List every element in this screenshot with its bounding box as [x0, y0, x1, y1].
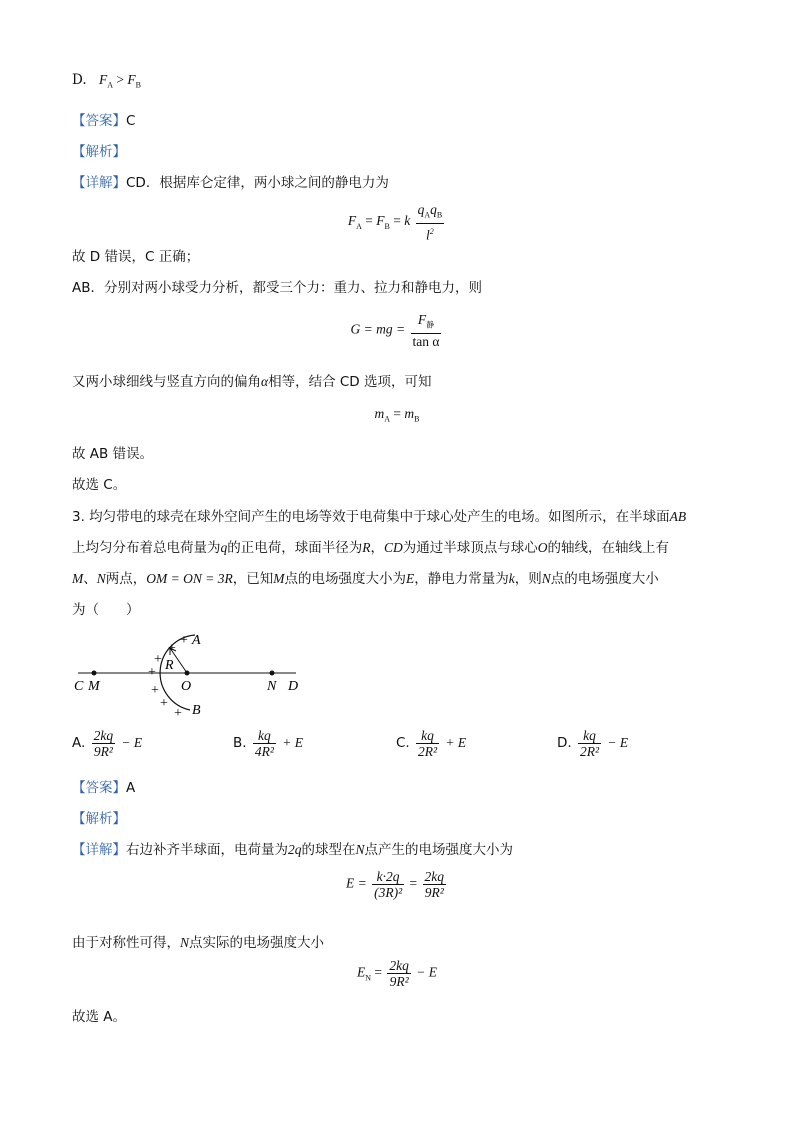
math-sub: A	[384, 414, 391, 424]
fraction	[387, 958, 411, 989]
math-symbol: k	[508, 571, 515, 586]
q3-final: 故选 A。	[72, 1009, 127, 1025]
answer-tag: 【答案】	[72, 113, 126, 129]
math-symbol: l	[425, 227, 430, 243]
frac-num: 2kq	[93, 728, 114, 743]
frac-den: 9R²	[92, 743, 116, 759]
math-symbol: M	[273, 571, 285, 586]
frac-den: 4R²	[254, 744, 274, 759]
frac-num: kq	[421, 728, 434, 743]
text: 由于对称性可得，	[72, 935, 180, 951]
frac-num: 2kq	[424, 869, 445, 884]
formula-coulomb: $F_A = F_B = k$ $\frac{q_Aq_B}{l^2}$	[347, 202, 443, 243]
q3-detail	[72, 838, 513, 858]
plus-3: +	[154, 652, 162, 667]
text: 点实际的电场强度大小	[189, 935, 325, 951]
q2-angle-text	[72, 370, 432, 390]
math-expr: G = mg =	[350, 321, 406, 337]
math-symbol: α	[261, 374, 269, 389]
q2-analysis-tag: 【解析】	[72, 144, 126, 160]
plus-1: +	[180, 633, 188, 648]
plus-2: +	[168, 641, 176, 656]
text: 的球型在	[301, 842, 356, 858]
math-symbol: N	[96, 571, 106, 586]
label-a: A	[192, 633, 201, 648]
option-b[interactable]	[233, 728, 303, 759]
frac-num: kq	[583, 728, 596, 743]
point-m	[92, 671, 97, 676]
math-symbol: F	[417, 312, 427, 327]
q3-stem-line-4: 为（ ）	[72, 602, 140, 618]
math-symbol: O	[537, 540, 548, 555]
frac-den: 2R²	[579, 744, 600, 759]
math-symbol: M	[72, 571, 84, 586]
q2-ab-text: AB．分别对两小球受力分析，都受三个力：重力、拉力和静电力，则	[72, 280, 482, 296]
point-n	[270, 671, 275, 676]
fraction	[416, 728, 439, 759]
math-symbol: N	[355, 842, 365, 857]
option-tail: + E	[282, 735, 303, 750]
option-tail: − E	[607, 735, 629, 750]
plus-7: +	[174, 706, 182, 720]
text: 点产生的电场强度大小为	[364, 842, 514, 858]
label-d: D	[288, 679, 299, 694]
math-sub: 静	[426, 320, 435, 330]
option-label: D.	[557, 735, 572, 751]
q2-detail	[72, 171, 389, 191]
math-symbol: k	[404, 213, 411, 229]
math-expr: 2q	[288, 842, 302, 857]
text: 右边补齐半球面，电荷量为	[126, 842, 288, 858]
q3-stem-line-3	[72, 567, 659, 587]
option-tail: + E	[445, 735, 467, 750]
fraction	[423, 869, 447, 900]
formula-gravity	[0, 312, 794, 349]
math-sup: 2	[429, 226, 434, 236]
q2-conclusion-2: 故 AB 错误。	[72, 446, 154, 462]
plus-4: +	[148, 665, 156, 680]
option-d[interactable]	[557, 728, 628, 759]
math-den: tan α	[412, 333, 440, 349]
detail-text: CD．根据库仑定律，两小球之间的静电力为	[126, 175, 389, 191]
math-symbol: F	[127, 72, 136, 87]
option-c[interactable]	[396, 728, 466, 759]
math-symbol: CD	[384, 540, 403, 555]
fraction	[92, 728, 116, 759]
label-m: M	[88, 679, 100, 694]
math-symbol: N	[180, 935, 190, 950]
text: ，	[370, 540, 384, 556]
label-o: O	[181, 679, 192, 694]
text: ，则	[514, 571, 542, 587]
math-symbol: F	[347, 213, 357, 229]
math-expr: OM = ON = 3R	[146, 571, 233, 586]
math-symbol: m	[404, 406, 415, 421]
detail-tag: 【详解】	[72, 175, 126, 191]
text: ，静电力常量为	[414, 571, 509, 587]
math-symbol: AB	[669, 509, 687, 524]
math-sub: B	[436, 210, 443, 220]
text: 两点，	[105, 571, 147, 587]
option-label: B.	[233, 735, 247, 751]
math-sub: B	[414, 414, 420, 424]
answer-value: C	[126, 113, 136, 129]
fraction	[253, 728, 276, 759]
math-symbol: q	[417, 202, 425, 217]
text: 点的电场强度大小为	[284, 571, 406, 587]
math-expr: E =	[345, 875, 367, 891]
q2-final: 故选 C。	[72, 477, 127, 493]
math-symbol: N	[541, 571, 551, 586]
text: 上均匀分布着总电荷量为	[72, 540, 221, 556]
frac-num: 2kq	[389, 958, 409, 973]
math-symbol: q	[220, 540, 228, 555]
text: 为通过半球顶点与球心	[402, 540, 538, 556]
q3-answer	[72, 776, 135, 796]
formula-field-full	[0, 869, 794, 900]
math-op: >	[116, 72, 124, 87]
plus-6: +	[160, 696, 168, 711]
label-n: N	[267, 679, 277, 694]
text: 的轴线，在轴线上有	[547, 540, 670, 556]
text: 的正电荷，球面半径为	[227, 540, 363, 556]
option-label: D.	[72, 72, 87, 88]
detail-tag: 【详解】	[72, 842, 126, 858]
math-symbol: E	[356, 964, 366, 980]
option-label: A.	[72, 735, 86, 751]
text: ，已知	[232, 571, 274, 587]
label-r: R	[165, 658, 174, 673]
frac-den: 9R²	[423, 884, 447, 900]
math-sub: A	[107, 80, 113, 90]
math-sub: A	[424, 210, 431, 220]
frac-den: 9R²	[387, 973, 411, 989]
q3-symmetry-text	[72, 931, 324, 951]
label-b: B	[192, 703, 201, 718]
frac-den: (3R)²	[374, 885, 403, 900]
answer-tag: 【答案】	[72, 780, 126, 796]
frac-den: 2R²	[418, 744, 438, 759]
math-sub: N	[365, 973, 372, 983]
math-op: =	[409, 875, 418, 891]
fraction	[578, 728, 601, 759]
math-symbol: R	[362, 540, 371, 555]
math-symbol: E	[405, 571, 415, 586]
math-sub: B	[384, 221, 390, 231]
q3-analysis-tag: 【解析】	[72, 811, 126, 827]
math-symbol: m	[374, 406, 385, 421]
frac-num: kq	[258, 728, 271, 743]
plus-5: +	[151, 683, 159, 698]
q2-answer	[72, 109, 135, 129]
math-symbol: F	[376, 213, 385, 229]
text: 相等，结合 CD 选项，可知	[268, 374, 432, 390]
formula-field-n	[0, 958, 794, 989]
option-a[interactable]	[72, 728, 142, 759]
math-op: =	[374, 964, 383, 980]
fraction	[372, 869, 404, 900]
math-symbol: q	[430, 202, 437, 217]
text: 3. 均匀带电的球壳在球外空间产生的电场等效于电荷集中于球心处产生的电场。如图所示，在半球面	[72, 509, 670, 525]
label-c: C	[74, 679, 84, 694]
option-d-prev	[72, 72, 141, 90]
math-symbol: F	[98, 72, 108, 87]
text: 点的电场强度大小	[550, 571, 659, 587]
option-label: C.	[396, 735, 410, 751]
option-tail: − E	[121, 735, 143, 750]
math-tail: − E	[416, 964, 437, 980]
math-sub: B	[135, 80, 141, 90]
fraction	[411, 312, 442, 349]
answer-value: A	[126, 780, 136, 796]
math-sub: A	[356, 221, 362, 231]
fraction	[416, 202, 445, 242]
frac-num: k·2q	[376, 869, 400, 884]
formula-mass: $m_A = m_B$	[374, 406, 420, 424]
q2-conclusion-1: 故 D 错误，C 正确；	[72, 249, 200, 265]
q3-stem-line-1	[72, 505, 686, 525]
hemisphere-figure	[72, 628, 312, 720]
q3-stem-line-2	[72, 536, 669, 556]
text: 又两小球细线与竖直方向的偏角	[72, 374, 261, 390]
text: 、	[83, 571, 97, 587]
